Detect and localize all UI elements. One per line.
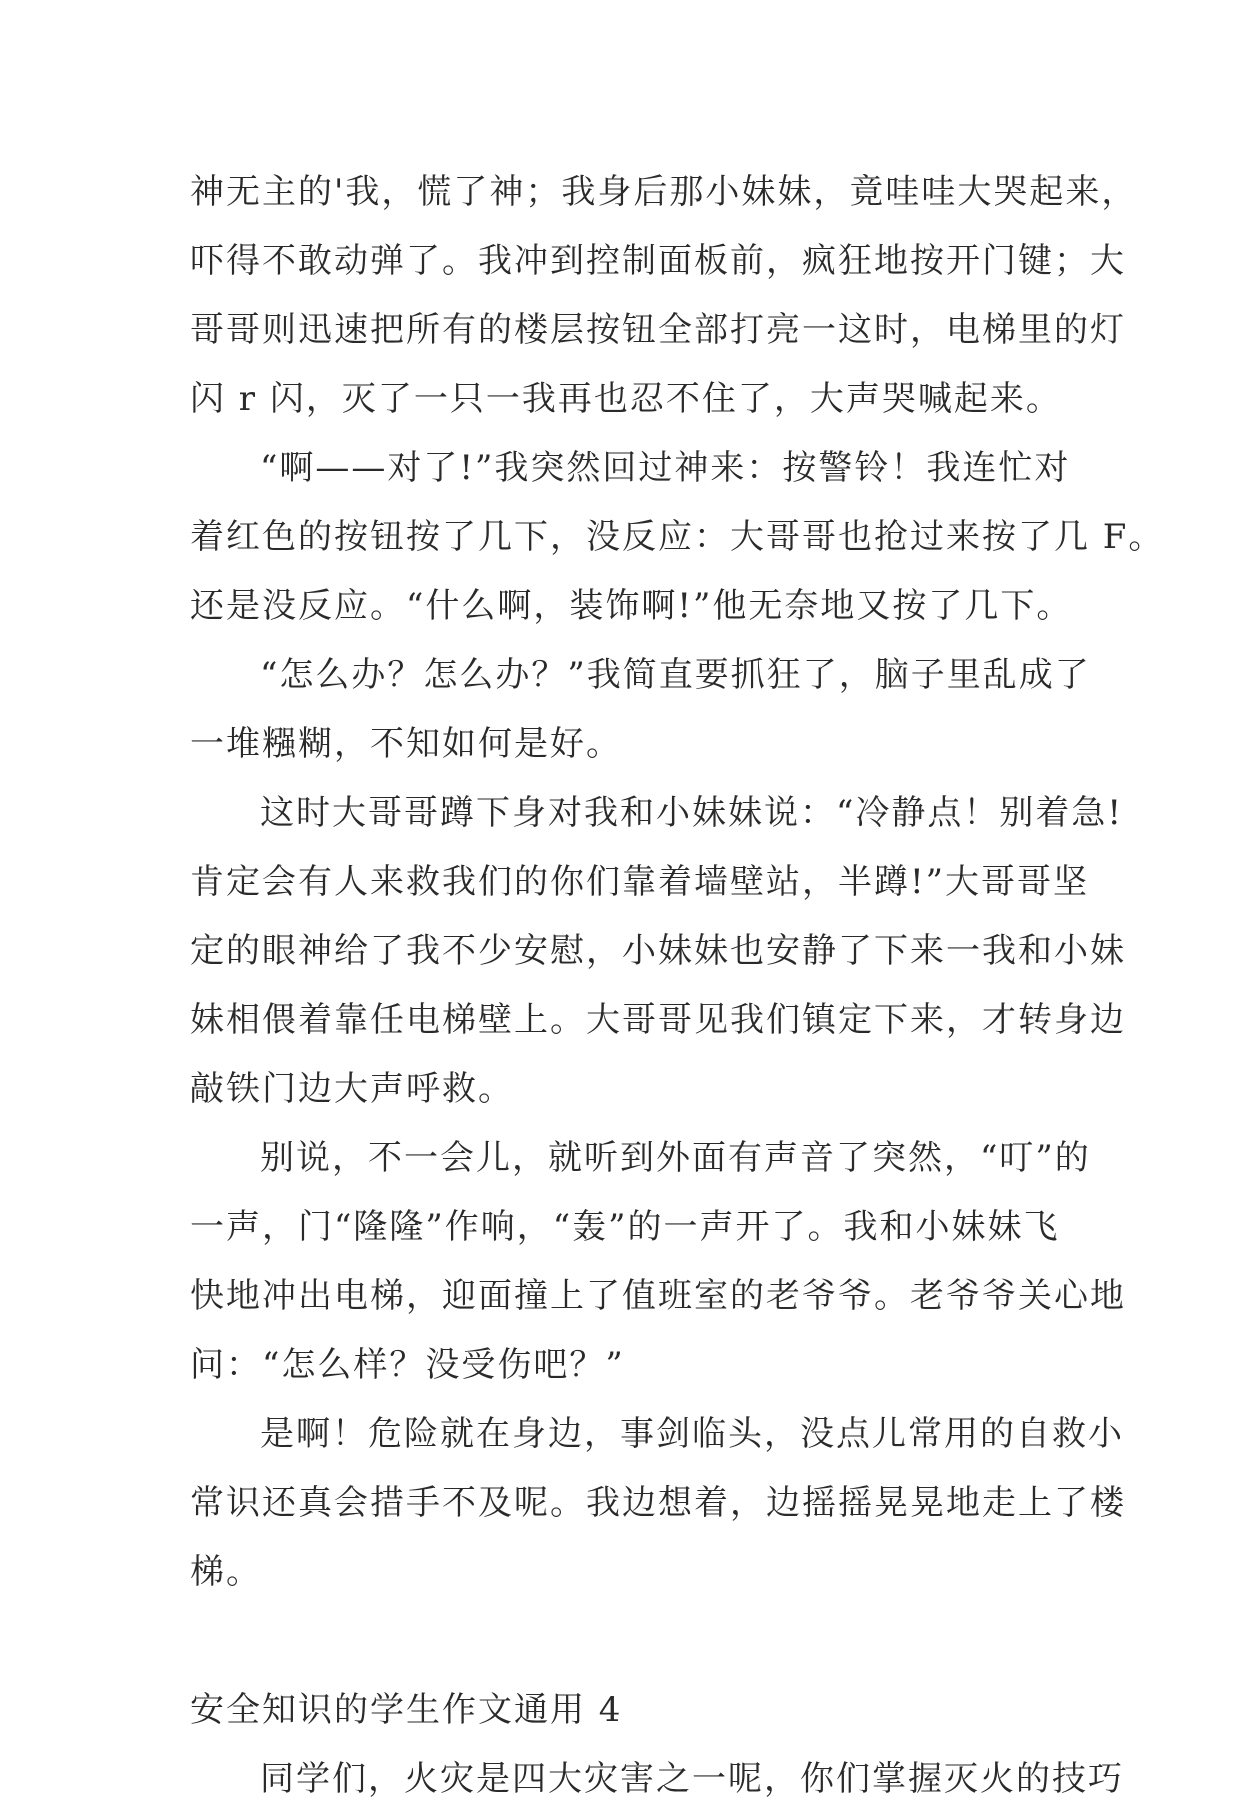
text-line: 梯。 [190, 1552, 262, 1592]
text-line: 敲铁门边大声呼救。 [190, 1069, 514, 1109]
paragraph-first-line: 同学们，火灾是四大灾害之一呢，你们掌握灭火的技巧 [260, 1759, 1124, 1799]
paragraph-first-line: 是啊！危险就在身边，事剑临头，没点儿常用的自救小 [260, 1414, 1124, 1454]
text-line: 吓得不敢动弹了。我冲到控制面板前，疯狂地按开门键；大 [190, 241, 1126, 281]
text-line: 问：“怎么样？没受伤吧？” [190, 1345, 625, 1385]
paragraph-first-line: “怎么办？怎么办？”我简直要抓狂了，脑子里乱成了 [260, 655, 1091, 695]
text-line: 一声，门“隆隆”作响，“轰”的一声开了。我和小妹妹飞 [190, 1207, 1060, 1247]
text-line: 常识还真会措手不及呢。我边想着，边摇摇晃晃地走上了楼 [190, 1483, 1126, 1523]
text-line: 妹相偎着靠任电梯壁上。大哥哥见我们镇定下来，才转身边 [190, 1000, 1126, 1040]
paragraph-first-line: 别说，不一会儿，就听到外面有声音了突然，“叮”的 [260, 1138, 1091, 1178]
text-line: 还是没反应。“什么啊，装饰啊!”他无奈地又按了几下。 [190, 586, 1073, 626]
text-line: 快地冲出电梯，迎面撞上了值班室的老爷爷。老爷爷关心地 [190, 1276, 1126, 1316]
paragraph-first-line: “啊——对了!”我突然回过神来：按警铃！我连忙对 [260, 448, 1071, 488]
text-line: 哥哥则迅速把所有的楼层按钮全部打亮一这时，电梯里的灯 [190, 310, 1126, 350]
paragraph-first-line: 这时大哥哥蹲下身对我和小妹妹说：“冷静点！别着急! [260, 793, 1124, 833]
text-line: 神无主的'我，慌了神；我身后那小妹妹，竟哇哇大哭起来， [190, 172, 1138, 212]
text-line: 肯定会有人来救我们的你们靠着墙壁站，半蹲!”大哥哥坚 [190, 862, 1090, 902]
text-line: 闪 r 闪，灭了一只一我再也忍不住了，大声哭喊起来。 [190, 379, 1062, 419]
text-line: 着红色的按钮按了几下，没反应：大哥哥也抢过来按了几 F。 [190, 517, 1165, 557]
text-line: 一堆糨糊，不知如何是好。 [190, 724, 622, 764]
document-body [190, 158, 1165, 1814]
text-line: 定的眼神给了我不少安慰，小妹妹也安静了下来一我和小妹 [190, 931, 1126, 971]
section-heading: 安全知识的学生作文通用 4 [190, 1690, 623, 1730]
